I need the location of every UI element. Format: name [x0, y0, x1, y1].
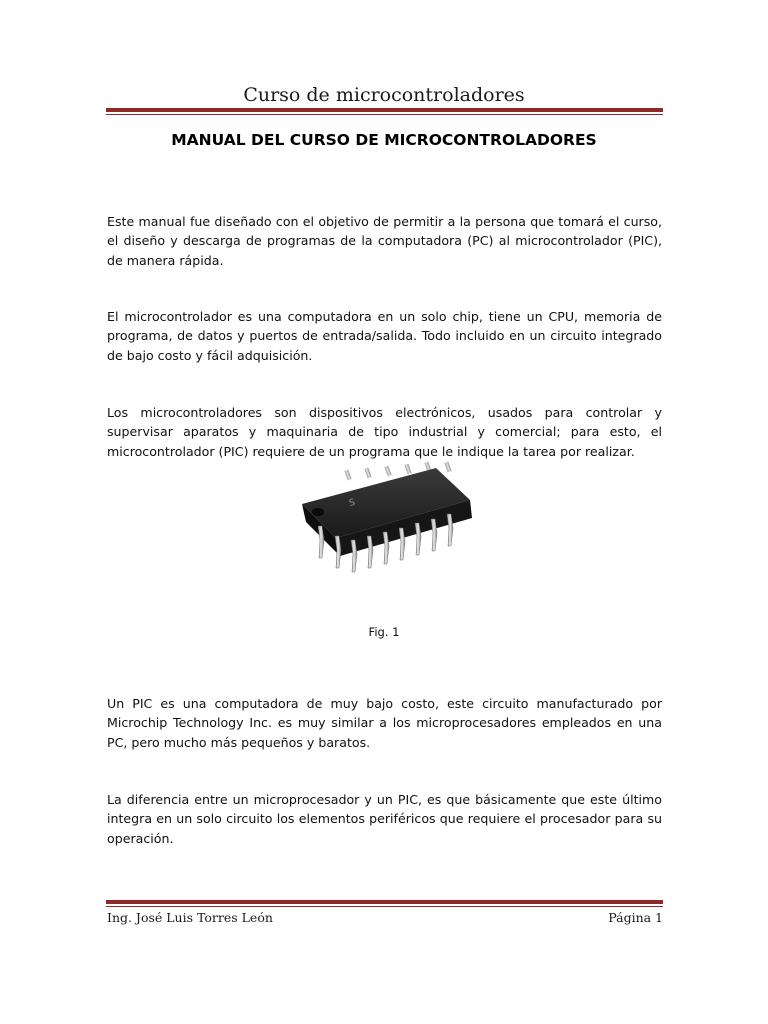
document-title: MANUAL DEL CURSO DE MICROCONTROLADORES	[171, 131, 597, 149]
paragraph-4: Un PIC es una computadora de muy bajo costo, este circuito manufacturado por Microchip Technology Inc. es muy similar a los microprocesadores empleados en una PC, pero mucho más pequeños y baratos.	[107, 695, 662, 750]
paragraph-2: El microcontrolador es una computadora en un solo chip, tiene un CPU, memoria de programa, de datos y puertos de entrada/salida. Todo incluido en un circuito integrado de bajo costo y fácil adquisición.	[107, 308, 662, 363]
page-header-title: Curso de microcontroladores	[243, 84, 525, 106]
footer-page-number: Página 1	[608, 910, 663, 925]
svg-text:S: S	[348, 497, 357, 509]
header-rule	[106, 108, 663, 115]
microcontroller-chip-figure	[288, 460, 478, 610]
paragraph-1: Este manual fue diseñado con el objetivo de permitir a la persona que tomará el curso, el diseño y descarga de programas de la computadora (PC) al microcontrolador (PIC), de manera rápida.	[107, 213, 662, 268]
footer-author: Ing. José Luis Torres León	[107, 910, 273, 925]
paragraph-3: Los microcontroladores son dispositivos electrónicos, usados para controlar y supervisar aparatos y maquinaria de tipo industrial y comercial; para esto, el microcontrolador (PIC) requiere de un programa que le indique la tarea por realizar.	[107, 404, 662, 459]
paragraph-5: La diferencia entre un microprocesador y un PIC, es que básicamente que este último integra en un solo circuito los elementos periféricos que requiere el procesador para su operación.	[107, 791, 662, 846]
footer-rule	[106, 900, 663, 907]
dip-chip-image	[288, 460, 478, 610]
figure-caption: Fig. 1	[368, 625, 400, 639]
